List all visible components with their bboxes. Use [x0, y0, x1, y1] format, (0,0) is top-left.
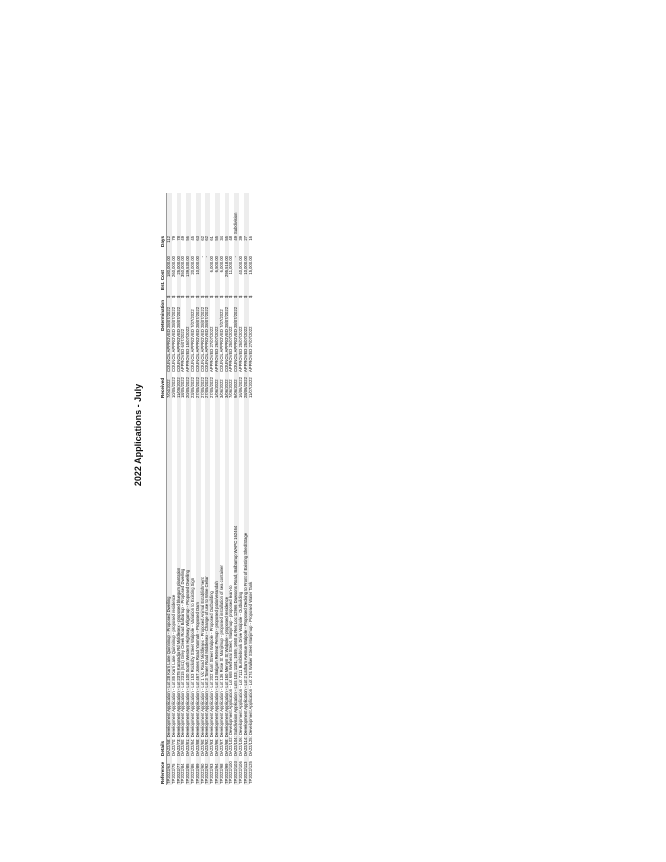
cell-est-cost: 10,000.00	[196, 255, 201, 291]
cell-est-cost: 260,000.00	[170, 256, 176, 277]
cell-est-cost: 139,530.00	[186, 255, 191, 291]
cell-reference: TP2022/99	[225, 757, 230, 785]
cell-reference: TP2022/63	[167, 757, 172, 785]
cell-reference: TP2022/125	[247, 761, 253, 784]
cell-details: DA22/88: Development Application - Lot 467 Jones Road Yanmah - Proposed Dam	[196, 399, 201, 757]
cell-est-cost: 350,000.00	[180, 256, 186, 277]
cell-details: DA22/90: Development Application - Lot 1 Vic Road Middlesex - Proposed Animal Establishment	[199, 577, 205, 756]
applications-table	[161, 193, 253, 785]
determination-date: 26/07/2022	[213, 326, 219, 348]
cell-est-cost: 11,000.00	[228, 256, 234, 275]
col-est-cost: Est. Cost	[161, 255, 167, 291]
cell-reference: TP2022/90	[199, 763, 205, 784]
cell-received: 7/06/2022	[228, 379, 234, 398]
cell-est-cost: 25,000.00	[177, 255, 182, 291]
determination-status: APPROVED	[237, 348, 243, 372]
cell-reference: TP2022/92	[205, 757, 210, 785]
cell-details: DA22/102: Development Application - Lot 665 Wetheral Street, Manjimup - proposed lean-to	[228, 585, 234, 756]
cell-est-cost: 20,000.00	[189, 256, 195, 275]
cell-days: 39	[237, 236, 243, 241]
cell-received: 9/06/2022	[234, 373, 239, 399]
cell-est-cost: 15,000.00	[247, 256, 253, 275]
cell-currency: $	[180, 295, 186, 298]
col-days: Days	[161, 235, 167, 255]
determination-status: APPROVED	[247, 348, 253, 372]
cell-est-cost: 40,000.00	[237, 256, 243, 275]
determination-date: 28/07/2022	[233, 306, 239, 328]
determination-date: 27/07/2022	[247, 326, 253, 348]
cell-details: DA22/84: Development Application - Lot 153 Rocksby Street Walpole - Variation to Existing Sign	[189, 577, 195, 756]
cell-received: 1/06/2022	[215, 373, 220, 399]
cell-est-cost: 10,000.00	[244, 255, 249, 291]
cell-reference: TP2022/89	[196, 757, 201, 785]
cell-currency: $	[244, 291, 249, 299]
determination-date: 6/07/2022	[180, 328, 186, 348]
cell-reference: TP2022/93	[209, 763, 215, 784]
cell-note: Subdivision	[234, 193, 239, 235]
col-reference: Reference	[161, 757, 167, 785]
cell-details: DA22/98: Development Application - Lot 160 Mervyn St Walpole - proposed residence	[225, 399, 230, 757]
cell-est-cost: 180,000.00	[167, 255, 172, 291]
cell-currency: $	[234, 291, 239, 299]
cell-details: DA22/114: Development Application - Lot 2 Latham Avenue Walpole - Proposed Decking to Front of Existing Shed/Stage	[244, 399, 249, 757]
cell-received: 27/05/2022	[199, 377, 205, 398]
cell-note	[249, 193, 254, 235]
cell-received: 27/05/2022	[209, 377, 215, 398]
cell-received: 10/05/2022	[170, 377, 176, 398]
determination-date: 25/07/2022	[242, 326, 248, 348]
cell-currency: $	[228, 295, 234, 298]
cell-reference: TP2022/75	[170, 763, 176, 784]
cell-days: 48	[228, 236, 234, 241]
cell-est-cost: -	[234, 255, 239, 291]
determination-status: COUNCIL APPROVED	[223, 329, 229, 372]
cell-est-cost: 295,518.00	[225, 255, 230, 291]
cell-details: DA22/92: Development Application - Lot 3 Tower Road Middlesex - Change of use to Wine Cellar	[205, 399, 210, 757]
cell-details: DA22/58: Development Application - Lot 28 Karri Lane Quinninup - Proposed Dwelling	[167, 399, 172, 757]
cell-details: DA22/104: Subdivision Application - Lots 103, 1181, 1659, 1660 & Res Loc 12966 Dawsons Road, Balbarrup WAPC 162464	[234, 399, 239, 757]
cell-received: 23/05/2022	[189, 377, 195, 398]
cell-received: 18/05/2022	[180, 377, 186, 398]
cell-received: 27/05/2022	[205, 373, 210, 399]
cell-currency: $	[167, 291, 172, 299]
cell-reference: TP2022/103	[234, 757, 239, 785]
cell-currency: $	[209, 295, 215, 298]
cell-details: DA22/81: Development Application - Lot 100 South Western Highway Wilgarrup - Proposed Dwelling	[186, 399, 191, 757]
cell-currency: $	[177, 291, 182, 299]
cell-days: 34	[218, 236, 224, 241]
cell-details: DA22/106: Development Application - Lot 7111 Bumblebrook Drive Walpole - Outbuilding	[237, 591, 243, 756]
cell-est-cost: 6,000.00	[218, 256, 224, 273]
determination-status: COUNCIL APPROVED	[166, 329, 171, 372]
col-determination: Determination	[161, 299, 167, 373]
determination-status: APPROVED	[242, 348, 248, 372]
determination-status: COUNCIL APPROVED	[175, 329, 181, 372]
determination-status: COUNCIL APPROVED	[189, 329, 195, 372]
cell-determination	[249, 299, 254, 373]
determination-date: 28/07/2022	[194, 306, 200, 328]
rotated-page	[125, 85, 545, 785]
cell-days: 62	[205, 235, 210, 255]
determination-date: 28/07/2022	[204, 306, 210, 328]
cell-reference: TP2022/84	[180, 763, 186, 784]
determination-status: COUNCIL APPROVED	[204, 329, 210, 372]
cell-currency: $	[170, 295, 176, 298]
cell-days: 61	[209, 236, 215, 241]
cell-days: 55	[215, 235, 220, 255]
determination-status: APPROVED	[180, 348, 186, 372]
cell-currency: $	[237, 295, 243, 298]
cell-reference: TP2022/77	[177, 757, 182, 785]
cell-days: 112	[167, 235, 172, 255]
col-details: Details	[161, 399, 167, 757]
cell-reference: TP2022/98	[218, 763, 224, 784]
cell-currency: $	[199, 295, 205, 298]
cell-details: DA22/70: Development Application - Lot 85 Karri Lane Quinninup - proposed residence	[170, 594, 176, 756]
cell-days: 63	[196, 235, 201, 255]
cell-received: 28/06/2022	[244, 373, 249, 399]
determination-status: COUNCIL APPROVED	[233, 329, 239, 372]
determination-status: APPROVED	[228, 348, 234, 372]
cell-currency: $	[189, 295, 195, 298]
determination-date: 28/07/2022	[223, 306, 229, 328]
determination-status: COUNCIL APPROVED	[218, 329, 224, 372]
cell-reference: TP2022/113	[244, 757, 249, 785]
cell-reference: TP2022/85	[186, 757, 191, 785]
cell-received: 11/07/2022	[247, 377, 253, 398]
determination-date: 28/07/2022	[170, 306, 176, 328]
cell-days: 78	[177, 235, 182, 255]
cell-est-cost: 6,500.00	[215, 255, 220, 291]
cell-details: DA22/73: Development Application - Lot 2375 Kararadja Rd Middlesex - proposed bluegum plantation	[177, 399, 182, 757]
determination-date: 25/07/2022	[237, 326, 243, 348]
cell-reference: TP2022/106	[237, 761, 243, 784]
cell-est-cost: -	[205, 255, 210, 291]
cell-currency: $	[218, 295, 224, 298]
cell-received: 11/05/2022	[177, 373, 182, 399]
cell-reference: TP2022/94	[215, 757, 220, 785]
determination-date: 28/07/2022	[166, 306, 171, 328]
cell-currency: $	[215, 291, 220, 299]
cell-days: 79	[170, 236, 176, 241]
determination-status: COUNCIL APPROVED	[199, 329, 205, 372]
cell-currency: $	[247, 295, 253, 298]
cell-est-cost: 6,000.00	[209, 256, 215, 273]
cell-details: DA22/80: Development Application - Lot 2315 (541) Grey Creek Road Balbarrup - Proposed Dwelling	[180, 568, 186, 756]
determination-status: COUNCIL APPROVED	[170, 329, 176, 372]
determination-status: APPROVED	[185, 348, 191, 372]
cell-details: DA22/93: Development Application - Lot 202 Karri Street Walpole - Proposed Outbuilding	[209, 591, 215, 756]
cell-received: 3/06/2022	[225, 373, 230, 399]
page-title: 2022 Applications - July	[133, 383, 143, 487]
cell-currency: $	[196, 291, 201, 299]
determination-date: 28/07/2022	[175, 306, 181, 328]
determination-date: 7/07/2022	[189, 309, 195, 328]
cell-days: 49	[234, 235, 239, 255]
cell-received: 3/06/2022	[218, 379, 224, 398]
cell-days: 62	[199, 236, 205, 241]
cell-reference: TP2022/100	[228, 761, 234, 784]
cell-received: 16/06/2022	[237, 377, 243, 398]
determination-status: COUNCIL APPROVED	[194, 329, 200, 372]
determination-status: APPROVED	[213, 348, 219, 372]
cell-days: 56	[186, 235, 191, 255]
determination-date: 15/07/2022	[185, 326, 191, 348]
cell-received: 27/05/2022	[196, 373, 201, 399]
cell-details: DA22/96: Development Application - Lot 13 Balgam Retreat Pemup - proposed patio/verandah	[215, 399, 220, 757]
cell-est-cost: -	[199, 256, 205, 258]
determination-date: 28/07/2022	[199, 306, 205, 328]
cell-days: 27	[244, 235, 249, 255]
cell-currency: $	[225, 291, 230, 299]
cell-details: DA22/125: Development Application - Lot 274 Walker Street Manjimup - Proposed Water Tank	[247, 581, 253, 756]
col-received: Received	[161, 373, 167, 399]
cell-days: 49	[180, 236, 186, 241]
cell-currency: $	[186, 291, 191, 299]
table-row	[249, 193, 254, 785]
cell-details: DA22/97: Development Application - Lot 136 Rose St Manjimup - proposed installation of sea container	[218, 565, 224, 756]
cell-currency: $	[205, 291, 210, 299]
cell-days: 55	[225, 235, 230, 255]
cell-received: 7/04/2022	[167, 373, 172, 399]
determination-date: 7/07/2022	[218, 309, 224, 328]
cell-received: 20/05/2022	[186, 373, 191, 399]
cell-reference: TP2022/86	[189, 763, 195, 784]
determination-date: 25/07/2022	[228, 326, 234, 348]
determination-date: 27/07/2022	[209, 326, 215, 348]
determination-status: APPROVED	[209, 348, 215, 372]
cell-days: 16	[247, 236, 253, 241]
cell-days: 45	[189, 236, 195, 241]
